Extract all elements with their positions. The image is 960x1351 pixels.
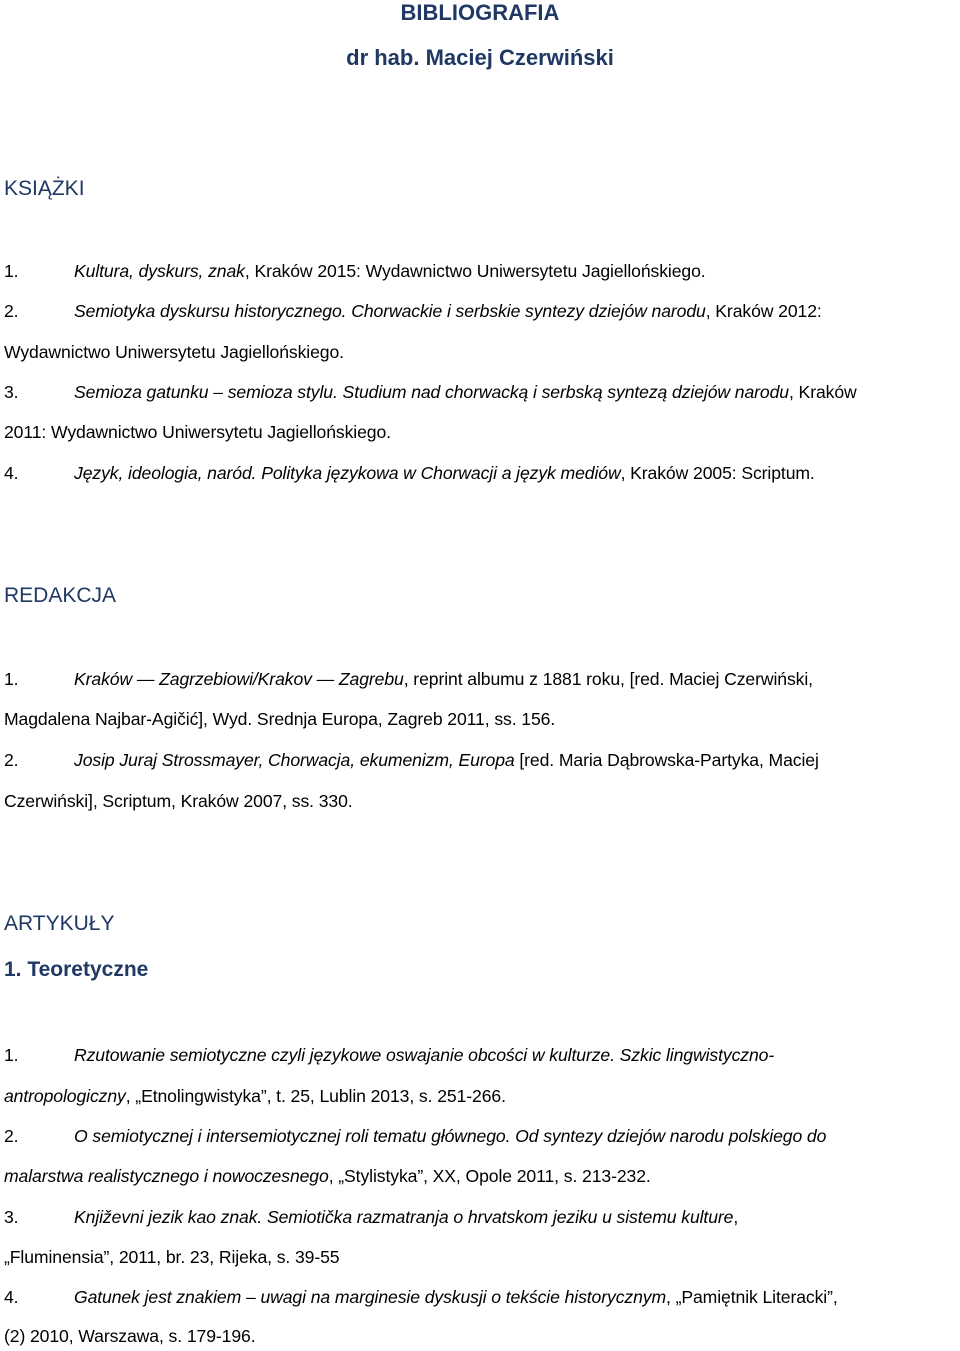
- editing-entry-2: [4, 749, 959, 771]
- book-entry-4: [4, 462, 959, 484]
- articles-subheading: 1. Teoretyczne: [4, 958, 149, 981]
- entry-number: 2.: [4, 1126, 19, 1146]
- entry-number: 1.: [4, 1045, 19, 1065]
- entry-number: 3.: [4, 382, 19, 402]
- entry-details: , reprint albumu z 1881 roku, [red. Maciej Czerwiński,: [403, 669, 813, 689]
- entry-details: 2011: Wydawnictwo Uniwersytetu Jagiellońskiego.: [4, 422, 391, 442]
- article-entry-4-continued: [4, 1325, 959, 1347]
- article-entry-1: [4, 1044, 959, 1066]
- entry-details: [red. Maria Dąbrowska-Partyka, Maciej: [514, 750, 819, 770]
- entry-details: ,: [733, 1207, 739, 1227]
- entry-title: malarstwa realistycznego i nowoczesnego: [4, 1166, 329, 1186]
- entry-details: , Kraków: [788, 382, 857, 402]
- entry-title: O semiotycznej i intersemiotycznej roli tematu głównego. Od syntezy dziejów narodu polskiego do: [74, 1126, 827, 1146]
- page-title: BIBLIOGRAFIA: [400, 0, 560, 25]
- editing-entry-1: [4, 668, 959, 690]
- article-entry-3: [4, 1206, 959, 1228]
- article-entry-4: [4, 1286, 959, 1308]
- entry-title: Semioza gatunku – semioza stylu. Studium nad chorwacką i serbską syntezą dziejów narodu: [74, 382, 789, 402]
- entry-details: Magdalena Najbar-Agičić], Wyd. Srednja Europa, Zagreb 2011, ss. 156.: [4, 709, 556, 729]
- entry-details: , „Etnolingwistyka”, t. 25, Lublin 2013, s. 251-266.: [125, 1086, 506, 1106]
- book-entry-1: [4, 260, 959, 282]
- entry-number: 2.: [4, 301, 19, 321]
- article-entry-3-continued: [4, 1246, 959, 1268]
- entry-details: „Fluminensia”, 2011, br. 23, Rijeka, s. 39-55: [4, 1247, 340, 1267]
- editing-heading: REDAKCJA: [4, 584, 117, 607]
- entry-title: antropologiczny: [4, 1086, 126, 1106]
- article-entry-1-continued: [4, 1085, 959, 1107]
- book-entry-2-continued: [4, 341, 959, 363]
- entry-title: Rzutowanie semiotyczne czyli językowe oswajanie obcości w kulturze. Szkic lingwistyczno-: [74, 1045, 775, 1065]
- entry-details: , „Pamiętnik Literacki”,: [666, 1287, 838, 1307]
- entry-title: Književni jezik kao znak. Semiotička razmatranja o hrvatskom jeziku u sistemu kulture: [74, 1207, 734, 1227]
- entry-details: , Kraków 2015: Wydawnictwo Uniwersytetu Jagiellońskiego.: [244, 261, 706, 281]
- entry-details: , Kraków 2012:: [705, 301, 822, 321]
- entry-number: 4.: [4, 1287, 19, 1307]
- article-entry-2: [4, 1125, 959, 1147]
- entry-details: , Kraków 2005: Scriptum.: [620, 463, 815, 483]
- entry-details: Czerwiński], Scriptum, Kraków 2007, ss. 330.: [4, 791, 353, 811]
- entry-title: Josip Juraj Strossmayer, Chorwacja, ekumenizm, Europa: [74, 750, 515, 770]
- article-entry-2-continued: [4, 1165, 959, 1187]
- entry-number: 3.: [4, 1207, 19, 1227]
- entry-details: Wydawnictwo Uniwersytetu Jagiellońskiego.: [4, 342, 344, 362]
- book-entry-2: [4, 300, 959, 322]
- entry-title: Kultura, dyskurs, znak: [74, 261, 245, 281]
- entry-details: , „Stylistyka”, XX, Opole 2011, s. 213-232.: [328, 1166, 651, 1186]
- book-entry-3-continued: [4, 421, 959, 443]
- entry-title: Semiotyka dyskursu historycznego. Chorwackie i serbskie syntezy dziejów narodu: [74, 301, 706, 321]
- author-name: dr hab. Maciej Czerwiński: [346, 45, 614, 70]
- entry-number: 1.: [4, 261, 19, 281]
- entry-number: 2.: [4, 750, 19, 770]
- editing-entry-2-continued: [4, 790, 959, 812]
- entry-number: 1.: [4, 669, 19, 689]
- books-heading: KSIĄŻKI: [4, 177, 85, 200]
- editing-entry-1-continued: [4, 708, 959, 730]
- entry-title: Kraków — Zagrzebiowi/Krakov — Zagrebu: [74, 669, 404, 689]
- entry-title: Język, ideologia, naród. Polityka językowa w Chorwacji a język mediów: [74, 463, 621, 483]
- book-entry-3: [4, 381, 959, 403]
- articles-heading: ARTYKUŁY: [4, 912, 115, 935]
- entry-title: Gatunek jest znakiem – uwagi na marginesie dyskusji o tekście historycznym: [74, 1287, 667, 1307]
- entry-number: 4.: [4, 463, 19, 483]
- entry-details: (2) 2010, Warszawa, s. 179-196.: [4, 1326, 256, 1346]
